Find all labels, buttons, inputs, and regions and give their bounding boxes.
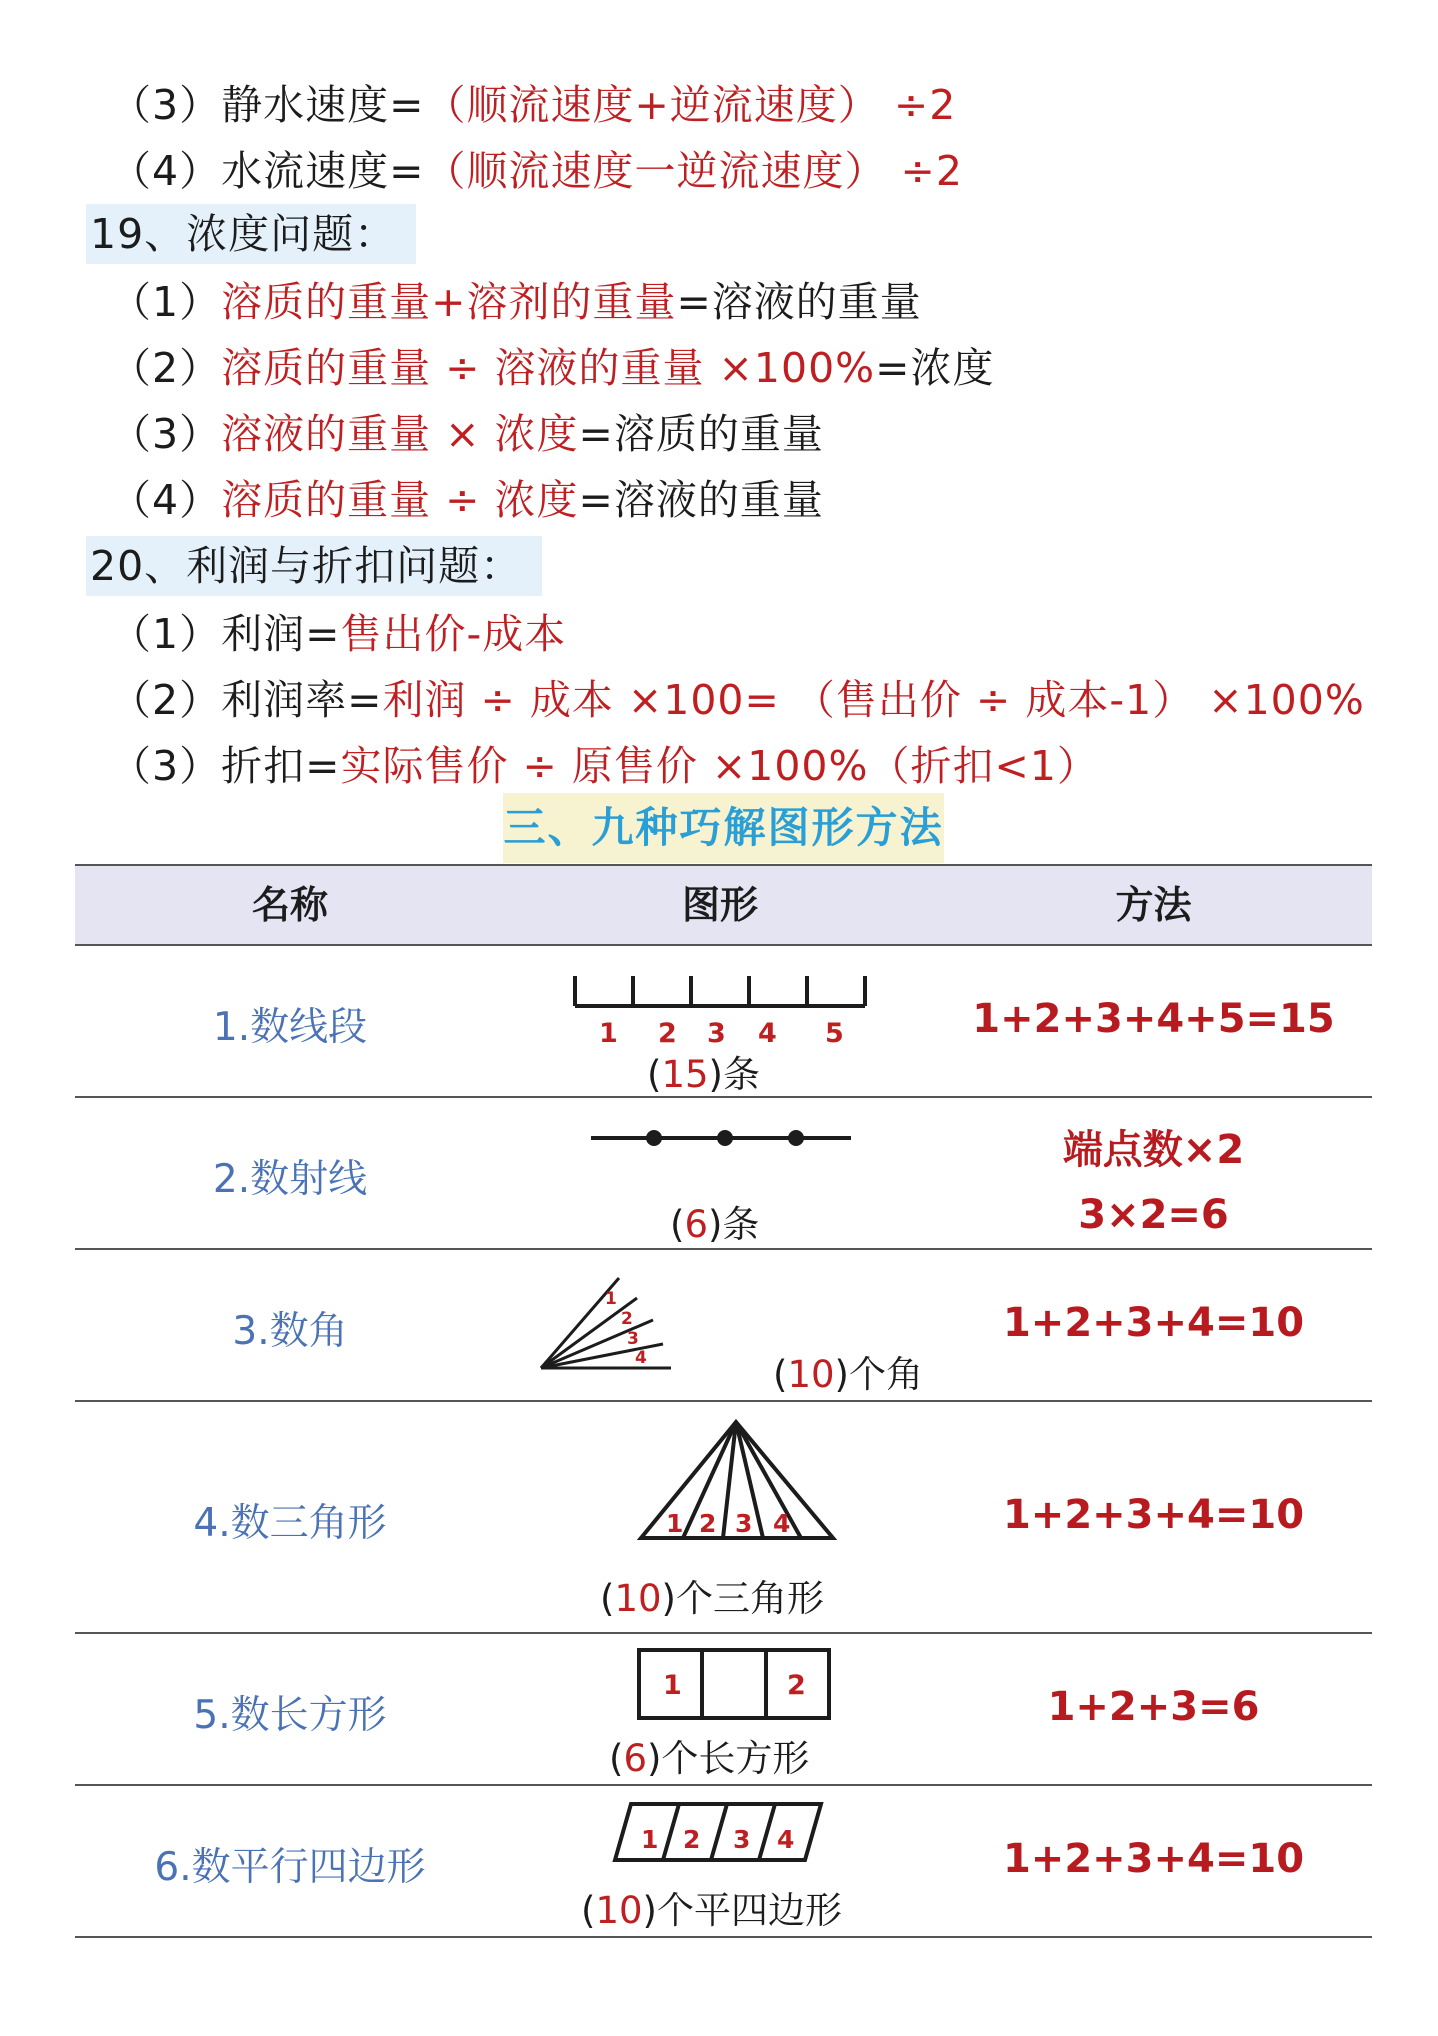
formula-result: =浓度 — [875, 344, 995, 392]
triangle-label: 1 — [666, 1509, 684, 1538]
row-name: 4.数三角形 — [193, 1501, 387, 1546]
formula-label: （4）水流速度= — [110, 147, 425, 195]
method-formula: 1+2+3+4=10 — [1002, 1492, 1305, 1538]
table-row — [75, 1250, 1372, 1402]
item-number: （4） — [110, 476, 222, 524]
table-row — [75, 946, 1372, 1098]
concentration-formula-4 — [110, 474, 824, 526]
method-formula: 1+2+3+4+5=15 — [972, 996, 1335, 1042]
figure-caption: (15)条 — [647, 1053, 760, 1096]
formula-result: =溶液的重量 — [676, 278, 922, 326]
figure-caption: (10)个平四边形 — [581, 1889, 842, 1932]
row-name: 3.数角 — [232, 1309, 348, 1354]
figure-methods-table — [75, 864, 1372, 1938]
formula-label: （3）折扣= — [110, 742, 341, 790]
parallelogram-label: 2 — [683, 1825, 701, 1854]
triangle-figure — [633, 1416, 843, 1546]
formula-result: =溶液的重量 — [578, 476, 824, 524]
formula-red: 溶质的重量 ÷ 溶液的重量 ×100% — [221, 344, 876, 392]
formula-expression: （顺流速度一逆流速度） ÷2 — [424, 147, 963, 195]
profit-formula-3 — [110, 740, 1099, 792]
formula-red: 溶质的重量 ÷ 浓度 — [221, 476, 579, 524]
table-row — [75, 1402, 1372, 1634]
row-name: 2.数射线 — [212, 1157, 368, 1202]
rectangle-label: 1 — [663, 1670, 682, 1701]
method-formula: 1+2+3+4=10 — [1002, 1300, 1305, 1346]
formula-label: （2）利润率= — [110, 676, 383, 724]
method-formula: 3×2=6 — [1078, 1192, 1229, 1238]
formula-label: （3）静水速度= — [110, 81, 425, 129]
formula-red: 溶质的重量+溶剂的重量 — [221, 278, 677, 326]
line-segment-figure — [565, 962, 875, 1047]
formula-current-speed — [110, 145, 963, 197]
formula-result: =溶质的重量 — [578, 410, 824, 458]
figure-caption: (6)条 — [670, 1203, 760, 1246]
parallelogram-figure — [609, 1798, 829, 1868]
formula-expression: （顺流速度+逆流速度） ÷2 — [424, 81, 957, 129]
section-3-title: 三、九种巧解图形方法 — [503, 793, 944, 863]
table-row — [75, 1634, 1372, 1786]
table-row — [75, 1098, 1372, 1250]
profit-formula-2 — [110, 674, 1365, 726]
formula-label: （1）利润= — [110, 610, 341, 658]
segment-label: 5 — [825, 1018, 844, 1047]
concentration-formula-3 — [110, 408, 824, 460]
segment-label: 2 — [658, 1018, 677, 1047]
row-name: 5.数长方形 — [193, 1693, 387, 1738]
segment-label: 3 — [707, 1018, 726, 1047]
header-name: 名称 — [251, 883, 328, 927]
method-rule: 端点数×2 — [1062, 1127, 1245, 1173]
concentration-formula-1 — [110, 276, 922, 328]
figure-caption: (10)个角 — [773, 1353, 923, 1396]
formula-still-water — [110, 79, 956, 131]
parallelogram-label: 3 — [733, 1825, 751, 1854]
row-name: 6.数平行四边形 — [154, 1845, 426, 1890]
header-figure: 图形 — [681, 883, 758, 927]
section-20-heading: 20、利润与折扣问题： — [86, 540, 542, 592]
formula-red: 利润 ÷ 成本 ×100= （售出价 ÷ 成本-1） ×100% — [382, 676, 1365, 724]
rectangle-figure — [635, 1646, 835, 1722]
method-formula: 1+2+3+4=10 — [1002, 1836, 1305, 1882]
segment-label: 4 — [758, 1018, 777, 1047]
angle-label: 1 — [605, 1289, 617, 1309]
triangle-label: 4 — [773, 1509, 791, 1538]
profit-formula-1 — [110, 608, 566, 660]
angle-label: 2 — [621, 1309, 633, 1329]
figure-caption: (10)个三角形 — [600, 1577, 824, 1620]
ray-figure — [581, 1118, 861, 1158]
section-19-heading: 19、浓度问题： — [86, 208, 416, 260]
row-name: 1.数线段 — [212, 1005, 368, 1050]
formula-red: 溶液的重量 × 浓度 — [221, 410, 579, 458]
angle-figure — [535, 1272, 675, 1382]
rectangle-label: 2 — [787, 1670, 806, 1701]
header-method: 方法 — [1115, 883, 1192, 927]
angle-label: 3 — [627, 1329, 639, 1349]
formula-red: 实际售价 ÷ 原售价 ×100%（折扣<1） — [340, 742, 1099, 790]
item-number: （2） — [110, 344, 222, 392]
formula-red: 售出价-成本 — [340, 610, 567, 658]
item-number: （3） — [110, 410, 222, 458]
parallelogram-label: 4 — [777, 1825, 795, 1854]
segment-label: 1 — [599, 1018, 618, 1047]
figure-caption: (6)个长方形 — [609, 1737, 810, 1780]
parallelogram-label: 1 — [641, 1825, 659, 1854]
angle-label: 4 — [635, 1348, 647, 1368]
triangle-label: 3 — [735, 1509, 753, 1538]
concentration-formula-2 — [110, 342, 994, 394]
table-header — [75, 864, 1372, 946]
method-formula: 1+2+3=6 — [1047, 1684, 1260, 1730]
table-row — [75, 1786, 1372, 1938]
triangle-label: 2 — [699, 1509, 717, 1538]
item-number: （1） — [110, 278, 222, 326]
